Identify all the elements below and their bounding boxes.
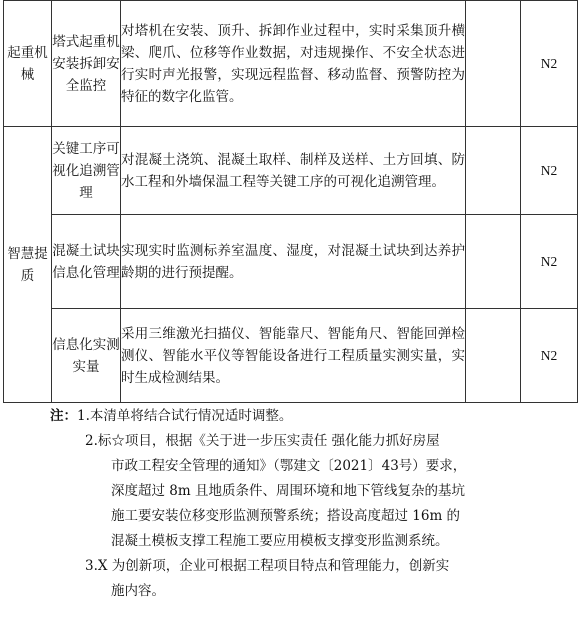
item-cell: 混凝土试块信息化管理 [52, 215, 121, 309]
description-cell: 实现实时监测标养室温度、湿度，对混凝土试块到达养护龄期的进行预提醒。 [121, 215, 466, 309]
table-row [4, 309, 578, 403]
level-cell: N2 [521, 1, 578, 127]
level-cell: N2 [521, 127, 578, 215]
note-2-line-1: 2.标☆项目，根据《关于进一步压实责任 强化能力抓好房屋 [85, 433, 440, 449]
note-2-line-3: 深度超过 8m 且地质条件、周围环境和地下管线复杂的基坑 [111, 483, 465, 499]
note-2-line-4: 施工要安装位移变形监测预警系统；搭设高度超过 16m 的 [111, 508, 461, 524]
category-cell: 起重机械 [4, 1, 52, 127]
item-cell: 塔式起重机安装拆卸安全监控 [52, 1, 121, 127]
note-3-line-2: 施内容。 [111, 583, 165, 599]
level-cell: N2 [521, 309, 578, 403]
note-2-line-5: 混凝土模板支撑工程施工要应用模板支撑变形监测系统。 [111, 533, 449, 549]
notes-section [50, 404, 550, 604]
blank-cell [466, 1, 521, 127]
category-cell: 智慧提质 [4, 127, 52, 403]
table-row [4, 127, 578, 215]
level-cell: N2 [521, 215, 578, 309]
item-cell: 信息化实测实量 [52, 309, 121, 403]
description-cell: 对塔机在安装、顶升、拆卸作业过程中，实时采集顶升横梁、爬爪、位移等作业数据，对违规操作、不安全状态进行实时声光报警，实现远程监督、移动监督、预警防控为特征的数字化监管。 [121, 1, 466, 127]
blank-cell [466, 127, 521, 215]
note-1 [50, 404, 550, 429]
note-1-text: 1.本清单将结合试行情况适时调整。 [77, 408, 293, 424]
table-row [4, 215, 578, 309]
table-row [4, 1, 578, 127]
regulation-table [3, 0, 578, 403]
notes-label: 注： [50, 408, 77, 424]
blank-cell [466, 309, 521, 403]
note-2-line-2: 市政工程安全管理的通知》（鄂建文〔2021〕43号）要求， [111, 458, 467, 474]
description-cell: 对混凝土浇筑、混凝土取样、制样及送样、土方回填、防水工程和外墙保温工程等关键工序的可视化追溯管理。 [121, 127, 466, 215]
description-cell: 采用三维激光扫描仪、智能靠尺、智能角尺、智能回弹检测仪、智能水平仪等智能设备进行工程质量实测实量，实时生成检测结果。 [121, 309, 466, 403]
note-3-line-1: 3.X 为创新项，企业可根据工程项目特点和管理能力，创新实 [85, 558, 450, 574]
blank-cell [466, 215, 521, 309]
item-cell: 关键工序可视化追溯管理 [52, 127, 121, 215]
